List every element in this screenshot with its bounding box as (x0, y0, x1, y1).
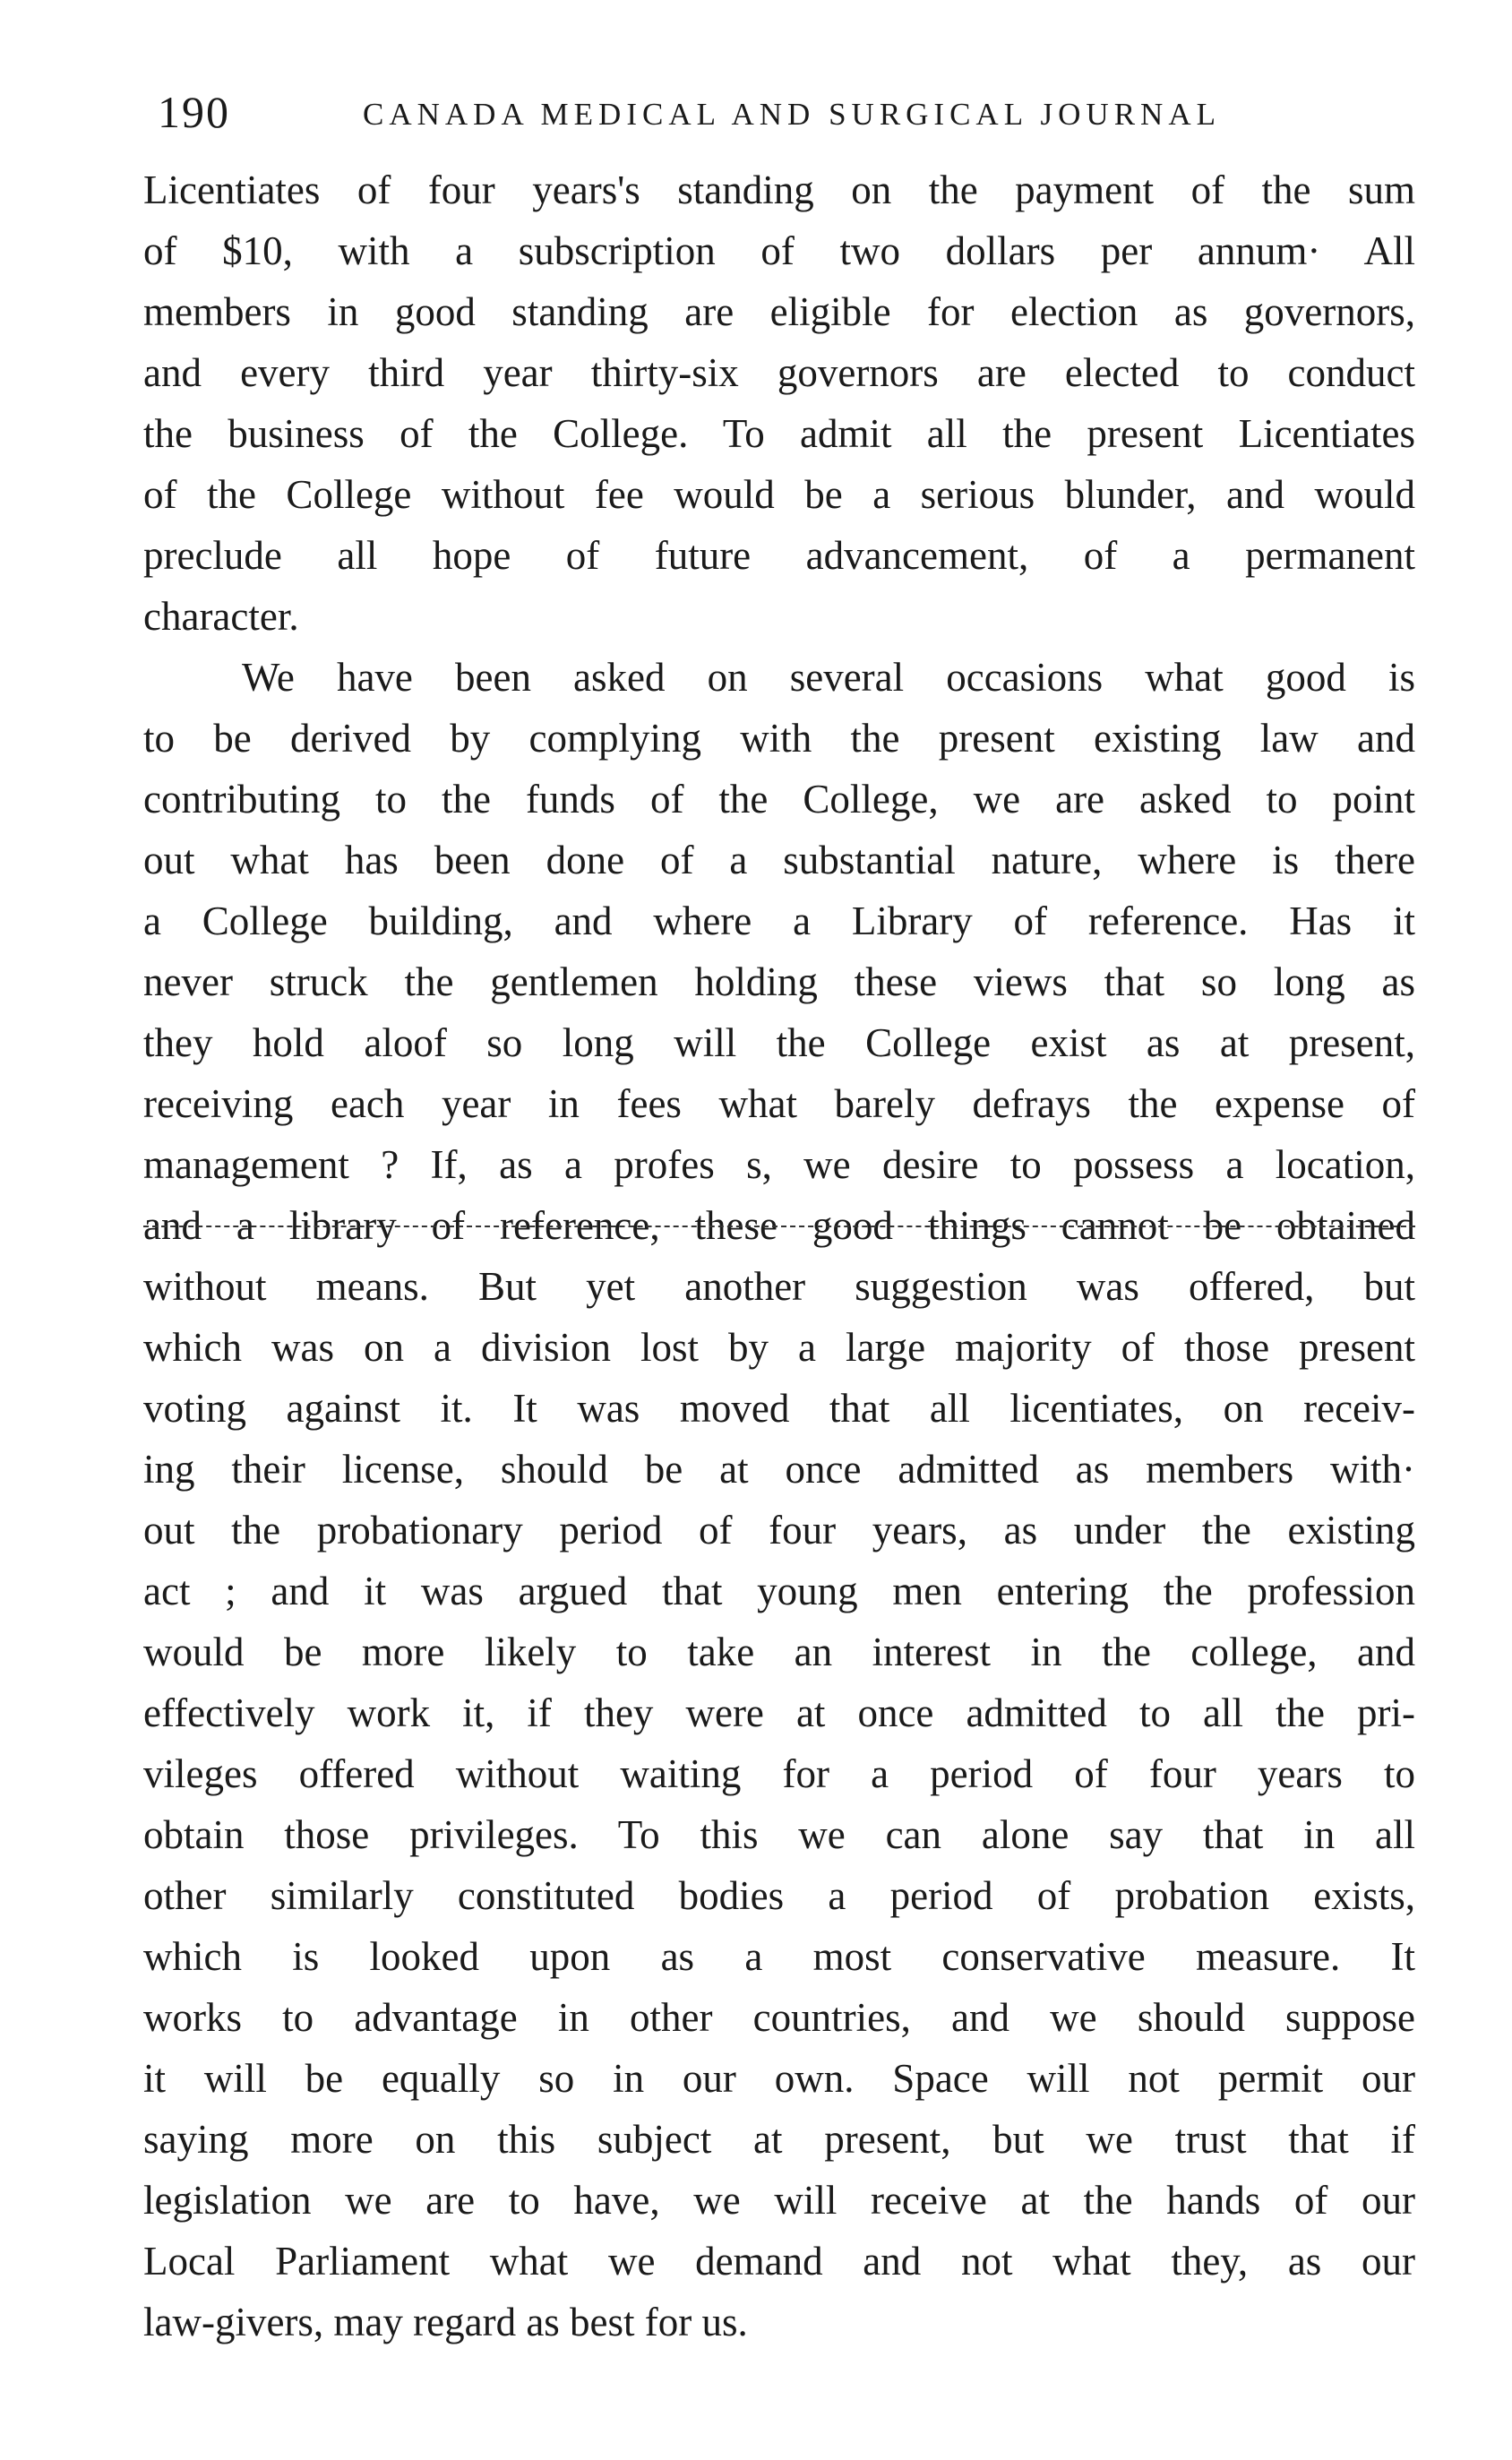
text-line: legislation we are to have, we will receive at the hands of our (143, 2178, 1415, 2223)
text-line: saying more on this subject at present, but we trust that if (143, 2117, 1415, 2162)
text-line: obtain those privileges. To this we can alone say that in all (143, 1812, 1415, 1857)
text-line: law-givers, may regard as best for us. (143, 2300, 748, 2344)
text-line: they hold aloof so long will the College exist as at present, (143, 1020, 1415, 1065)
text-line: never struck the gentlemen holding these views that so long as (143, 959, 1415, 1004)
text-line: which was on a division lost by a large majority of those present (143, 1325, 1415, 1370)
text-line: members in good standing are eligible for election as governors, (143, 289, 1415, 334)
text-line: receiving each year in fees what barely defrays the expense of (143, 1081, 1415, 1126)
text-line: voting against it. It was moved that all licentiates, on receiv- (143, 1386, 1415, 1431)
article-body (143, 159, 1415, 2352)
text-line: Licentiates of four years's standing on the payment of the sum (143, 168, 1415, 212)
text-line: Local Parliament what we demand and not what they, as our (143, 2239, 1415, 2284)
text-line: other similarly constituted bodies a period of probation exists, (143, 1873, 1415, 1918)
text-line: contributing to the funds of the College, we are asked to point (143, 777, 1415, 821)
text-line: it will be equally so in our own. Space will not permit our (143, 2056, 1415, 2101)
text-line: which is looked upon as a most conservative measure. It (143, 1934, 1415, 1979)
text-line: ing their license, should be at once admitted as members with· (143, 1447, 1415, 1492)
text-line: works to advantage in other countries, and we should suppose (143, 1995, 1415, 2040)
text-line: out what has been done of a substantial nature, where is there (143, 838, 1415, 882)
text-line: without means. But yet another suggestion was offered, but (143, 1264, 1415, 1309)
text-line: preclude all hope of future advancement, of a permanent (143, 533, 1415, 578)
running-head: CANADA MEDICAL AND SURGICAL JOURNAL (363, 97, 1221, 132)
text-line: effectively work it, if they were at once admitted to all the pri- (143, 1690, 1415, 1735)
text-line: act ; and it was argued that young men entering the profession (143, 1569, 1415, 1613)
text-line: character. (143, 594, 299, 639)
text-line: would be more likely to take an interest in the college, and (143, 1630, 1415, 1674)
text-line: out the probationary period of four years, as under the existing (143, 1508, 1415, 1553)
page-number: 190 (158, 87, 230, 137)
page-header (152, 86, 1424, 149)
text-line: management ? If, as a profes s, we desire to possess a location, (143, 1142, 1415, 1187)
text-line: vileges offered without waiting for a period of four years to (143, 1751, 1415, 1796)
text-line: We have been asked on several occasions what good is (242, 655, 1415, 700)
text-line: of the College without fee would be a serious blunder, and would (143, 472, 1415, 517)
text-line: to be derived by complying with the present existing law and (143, 716, 1415, 761)
text-line: and every third year thirty-six governors are elected to conduct (143, 350, 1415, 395)
text-line: the business of the College. To admit all the present Licentiates (143, 411, 1415, 456)
text-line: and a library of reference, these good things cannot be obtained (143, 1203, 1415, 1248)
text-line: of $10, with a subscription of two dollars per annum· All (143, 228, 1415, 273)
text-line: a College building, and where a Library of reference. Has it (143, 899, 1415, 943)
